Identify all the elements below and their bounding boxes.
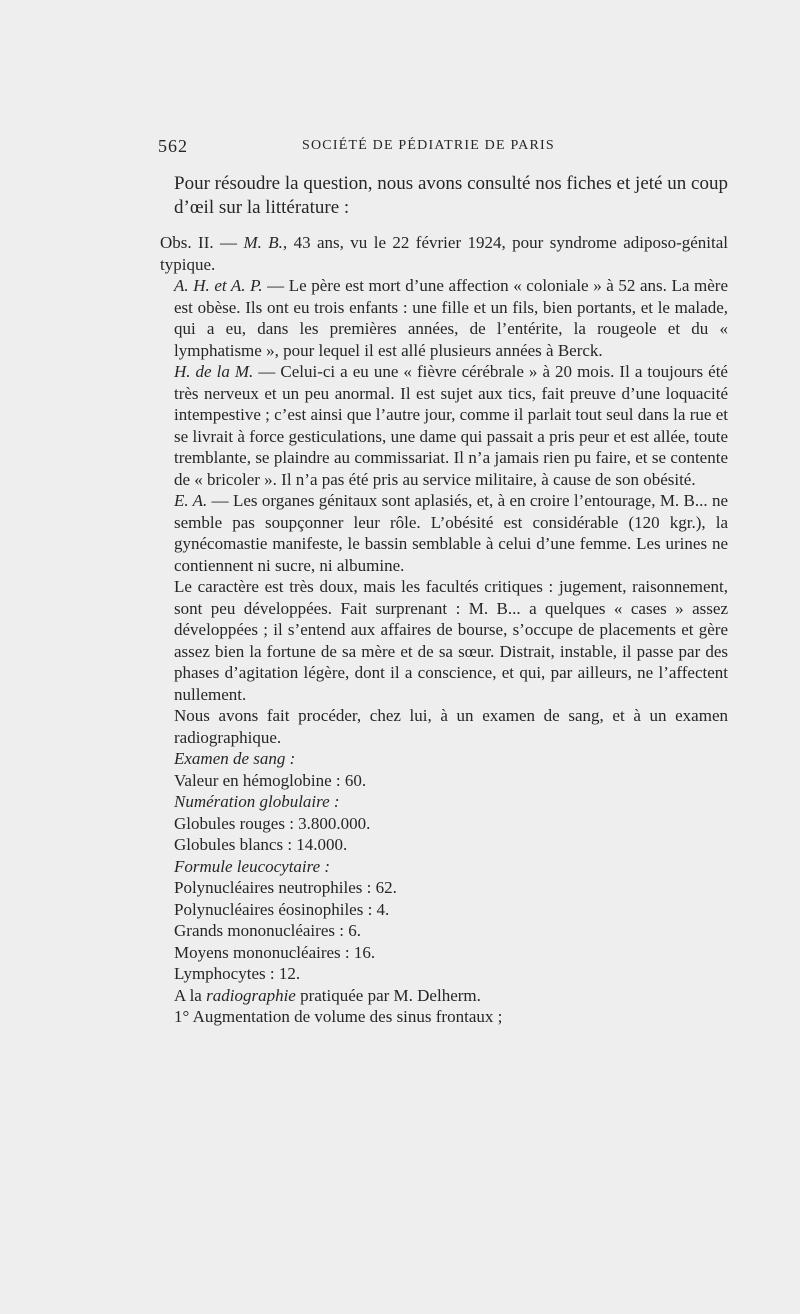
personal-history-paragraph [174, 361, 728, 490]
sinus-line: 1° Augmentation de volume des sinus frontaux ; [174, 1007, 503, 1026]
family-history-label: A. H. et A. P. [174, 276, 263, 295]
personal-history-text: — Celui-ci a eu une « fièvre cérébrale » à 20 mois. Il a toujours été très nerveux et un peu anormal. Il est sujet aux tics, fait preuve d’une loquacité intempestive ; c’est ainsi que l’autre jour, comme il parlait tout seul dans la rue et se livrait à force gesticulations, une dame qui passait a pris peur et est allée, toute tremblante, se plaindre au commissariat. Il n’a jamais rien pu faire, et se contente de « bricoler ». Il n’a pas été pris au service militaire, à cause de son obésité. [174, 362, 728, 489]
page-body [160, 172, 729, 1028]
blood-count-heading: Numération globulaire : [174, 792, 340, 811]
neutrophils-line: Polynucléaires neutrophiles : 62. [174, 878, 397, 897]
family-history-paragraph [174, 275, 728, 361]
observation-label: Obs. II. [160, 233, 214, 252]
page-number: 562 [158, 136, 188, 156]
exam-intro-paragraph: Nous avons fait procéder, chez lui, à un examen de sang, et à un examen radiographique. [174, 706, 728, 747]
blood-exam-heading: Examen de sang : [174, 749, 296, 768]
character-paragraph: Le caractère est très doux, mais les facultés critiques : jugement, raisonnement, sont peu développées. Fait surprenant : M. B... a quelques « cases » assez développées ; il s’entend aux affaires de bourse, s’occupe de placements et gère assez bien la fortune de sa mère et de sa sœur. Distrait, instable, il passe par des phases d’agitation légère, dont il a conscience, et qui, par ailleurs, ne l’affectent nullement. [174, 577, 728, 704]
radiography-line [174, 985, 728, 1007]
family-history-text: — Le père est mort d’une affection « coloniale » à 52 ans. La mère est obèse. Ils ont eu trois enfants : une fille et un fils, bien portants, et le malade, qui a eu, dans les premières années, de l’entérite, la rougeole et du « lymphatisme », pour lequel il est allé plusieurs années à Berck. [174, 276, 728, 360]
lab-results [174, 748, 728, 985]
page-header [158, 136, 728, 156]
intro-paragraph: Pour résoudre la question, nous avons consulté nos fiches et jeté un coup d’œil sur la littérature : [174, 173, 728, 218]
observation-text: , 43 ans, vu le 22 février 1924, pour syndrome adiposo-génital typique. [160, 233, 729, 274]
radiography-post: pratiquée par M. Delherm. [295, 985, 481, 1005]
current-state-label: E. A. [174, 491, 208, 510]
large-mononuclear-line: Grands mononucléaires : 6. [174, 921, 361, 940]
personal-history-label: H. de la M. [174, 362, 254, 381]
eosinophils-line: Polynucléaires éosinophiles : 4. [174, 899, 390, 919]
radiography-word: radiographie [206, 985, 296, 1005]
leukocyte-formula-heading: Formule leucocytaire : [174, 856, 331, 876]
observation-heading: Obs. II. — M. B., 43 ans, vu le 22 février 1924, pour syndrome adiposo-génital typique. [160, 233, 729, 274]
patient-initials: M. B. [243, 233, 283, 252]
lymphocytes-line: Lymphocytes : 12. [174, 964, 301, 983]
running-head: SOCIÉTÉ DE PÉDIATRIE DE PARIS [302, 138, 555, 153]
current-state-paragraph [174, 490, 728, 576]
radiography-pre: A la [174, 985, 207, 1005]
hemoglobin-line: Valeur en hémoglobine : 60. [174, 770, 367, 790]
medium-mononuclear-line: Moyens mononucléaires : 16. [174, 942, 376, 962]
white-cells-line: Globules blancs : 14.000. [174, 835, 348, 854]
current-state-text: — Les organes génitaux sont aplasiés, et, à en croire l’entourage, M. B... ne semble pas soupçonner leur rôle. L’obésité est considérable (120 kgr.), la gynécomastie manifeste, le bassin semblable à celui d’une femme. Les urines ne contiennent ni sucre, ni albumine. [174, 491, 728, 575]
red-cells-line: Globules rouges : 3.800.000. [174, 813, 371, 833]
